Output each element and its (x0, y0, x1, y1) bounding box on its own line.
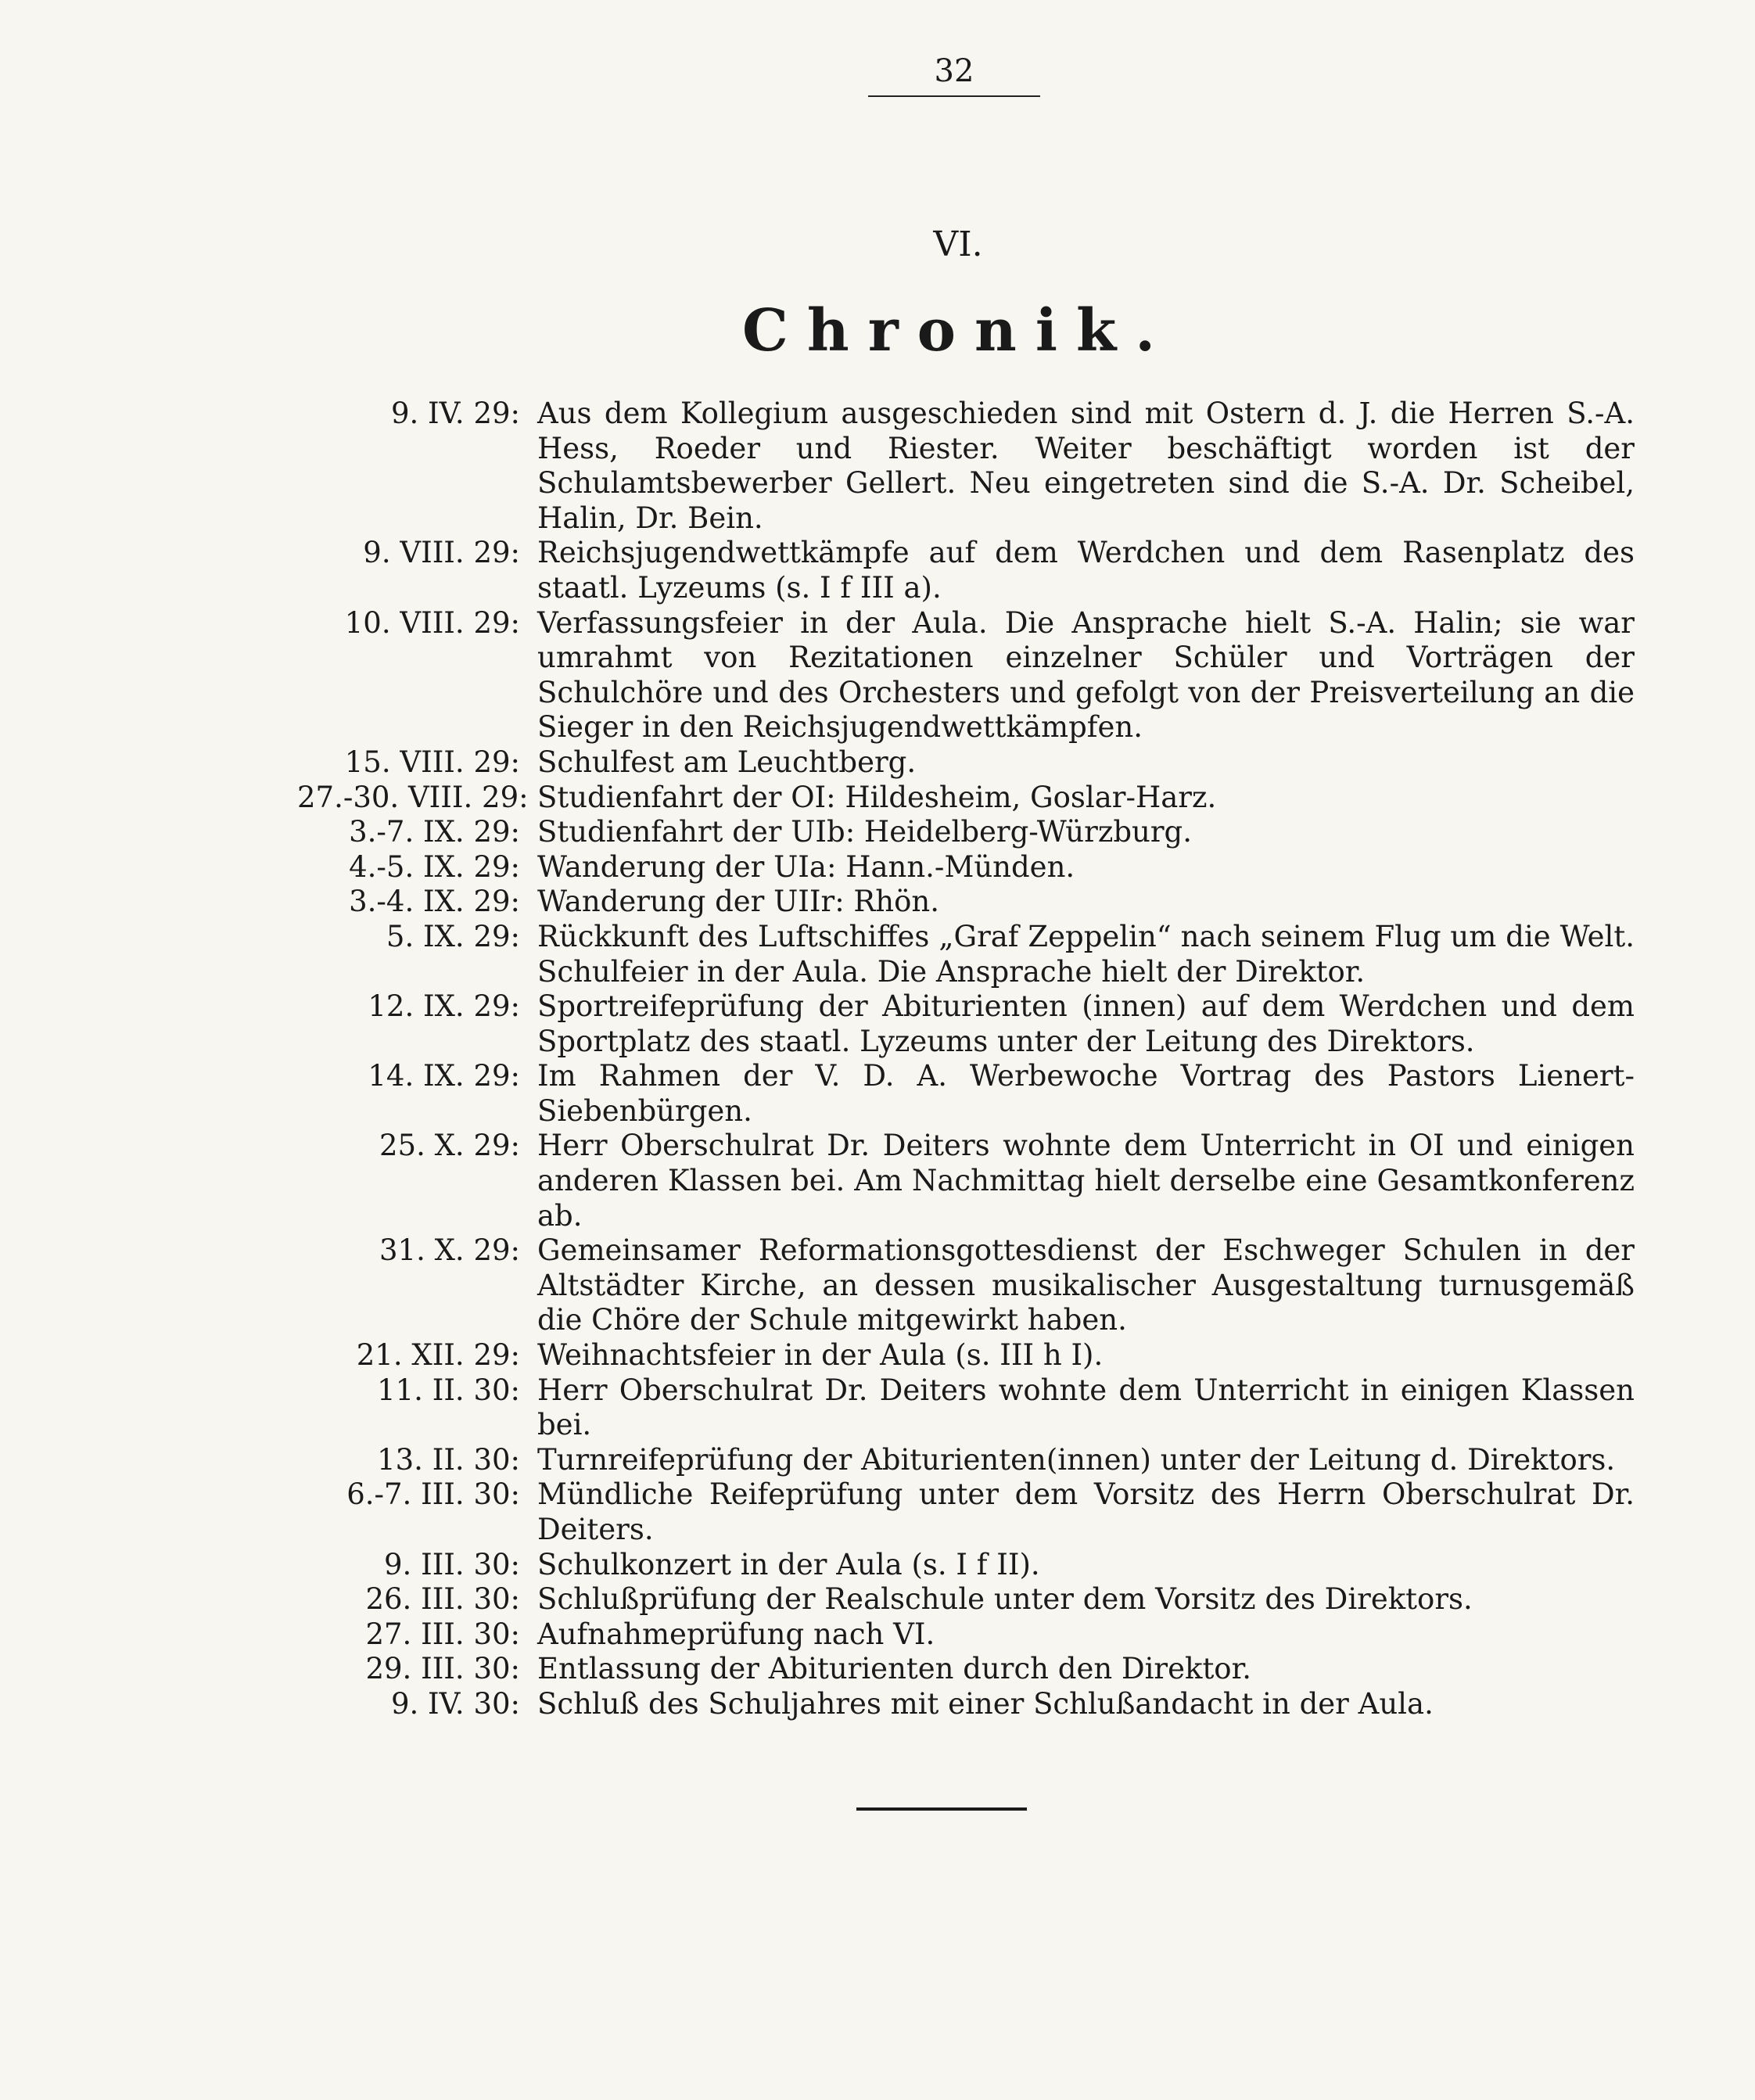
entry-text: Aufnahmeprüfung nach VI. (537, 1617, 935, 1651)
entry-text: Wanderung der UIIr: Rhön. (537, 885, 939, 919)
chronicle-entry (297, 815, 1635, 850)
entry-date: 9. IV. 29: (390, 397, 520, 430)
entry-date: 6.-7. III. 30: (346, 1477, 520, 1512)
entry-date: 3.-4. IX. 29: (349, 885, 520, 919)
chronicle-entry (297, 1373, 1635, 1443)
chronicle-entry (297, 1338, 1635, 1373)
chronicle-list (297, 397, 1635, 1722)
entry-date: 31. X. 29: (379, 1233, 520, 1268)
chronicle-entry (297, 1129, 1635, 1233)
entry-date: 13. II. 30: (377, 1442, 520, 1477)
chronicle-entry (297, 1687, 1635, 1722)
chronicle-entry (297, 850, 1635, 885)
entry-text: Im Rahmen der V. D. A. Werbewoche Vortrag des Pastors Lienert-Siebenbürgen. (537, 1059, 1635, 1128)
entry-text: Studienfahrt der OI: Hildesheim, Goslar-Harz. (537, 780, 1217, 814)
entry-date: 29. III. 30: (365, 1652, 520, 1686)
entry-text: Verfassungsfeier in der Aula. Die Ansprache hielt S.-A. Halin; sie war umrahmt von Rezitationen einzelner Schüler und Vorträgen der Schulchöre und des Orchesters und gefolgt von der Preisverteilung an die Sieger in den Reichsjugendwettkämpfen. (537, 605, 1635, 745)
entry-text: Studienfahrt der UIb: Heidelberg-Würzburg. (537, 815, 1192, 849)
entry-text: Schluß des Schuljahres mit einer Schlußandacht in der Aula. (537, 1686, 1434, 1721)
chronicle-entry (297, 1582, 1635, 1617)
entry-text: Schulkonzert in der Aula (s. I f II). (537, 1547, 1040, 1581)
entry-text: Turnreifeprüfung der Abiturienten(innen) unter der Leitung d. Direktors. (537, 1442, 1616, 1477)
chronicle-entry (297, 1059, 1635, 1129)
entry-date: 9. III. 30: (384, 1547, 520, 1581)
entry-text: Sportreifeprüfung der Abiturienten (innen) auf dem Werdchen und dem Sportplatz des staatl. Lyzeums unter der Leitung des Direktors. (537, 989, 1635, 1058)
entry-date: 10. VIII. 29: (344, 605, 520, 640)
entry-text: Gemeinsamer Reformationsgottesdienst der Eschweger Schulen in der Altstädter Kirche, an dessen musikalischer Ausgestaltung turnusgemäß die Chöre der Schule mitgewirkt haben. (537, 1233, 1635, 1337)
chronicle-entry (297, 606, 1635, 745)
entry-text: Reichsjugendwettkämpfe auf dem Werdchen und dem Rasenplatz des staatl. Lyzeums (s. I f III a). (537, 536, 1635, 605)
chronicle-entry (297, 1617, 1635, 1653)
entry-text: Weihnachtsfeier in der Aula (s. III h I). (537, 1338, 1104, 1373)
section-numeral: VI. (933, 224, 983, 264)
entry-date: 25. X. 29: (379, 1129, 520, 1163)
entry-text: Wanderung der UIa: Hann.-Münden. (537, 849, 1075, 884)
entry-date: 14. IX. 29: (368, 1059, 520, 1093)
chronicle-entry (297, 1443, 1635, 1478)
page-number-rule (868, 95, 1040, 97)
entry-date: 4.-5. IX. 29: (349, 849, 520, 884)
entry-text: Herr Oberschulrat Dr. Deiters wohnte dem Unterricht in OI und einigen anderen Klassen bei. Am Nachmittag hielt derselbe eine Gesamtkonferenz ab. (537, 1129, 1635, 1233)
entry-date: 15. VIII. 29: (344, 745, 520, 779)
chronicle-entry (297, 989, 1635, 1059)
end-rule (856, 1807, 1027, 1811)
entry-text: Mündliche Reifeprüfung unter dem Vorsitz des Herrn Oberschulrat Dr. Deiters. (537, 1477, 1635, 1546)
section-title: Chronik. (742, 297, 1174, 364)
entry-date: 9. IV. 30: (390, 1686, 520, 1721)
entry-text: Rückkunft des Luftschiffes „Graf Zeppelin“ nach seinem Flug um die Welt. Schulfeier in der Aula. Die Ansprache hielt der Direktor. (537, 919, 1635, 989)
entry-text: Aus dem Kollegium ausgeschieden sind mit Ostern d. J. die Herren S.-A. Hess, Roeder und Riester. Weiter beschäftigt worden ist der Schulamtsbewerber Gellert. Neu eingetreten sind die S.-A. Dr. Scheibel, Halin, Dr. Bein. (537, 397, 1635, 535)
entry-date: 27.-30. VIII. 29: (297, 780, 529, 814)
chronicle-entry (297, 397, 1635, 536)
entry-date: 12. IX. 29: (368, 989, 520, 1024)
entry-text: Schulfest am Leuchtberg. (537, 745, 917, 779)
chronicle-entry (297, 781, 1635, 816)
entry-date: 5. IX. 29: (386, 919, 520, 953)
chronicle-entry (297, 1477, 1635, 1547)
entry-date: 27. III. 30: (365, 1617, 520, 1651)
entry-date: 26. III. 30: (365, 1582, 520, 1617)
entry-date: 11. II. 30: (377, 1373, 520, 1407)
entry-date: 21. XII. 29: (356, 1338, 520, 1373)
entry-text: Herr Oberschulrat Dr. Deiters wohnte dem Unterricht in einigen Klassen bei. (537, 1373, 1635, 1442)
page-number: 32 (934, 53, 974, 89)
entry-text: Entlassung der Abiturienten durch den Direktor. (537, 1652, 1251, 1686)
entry-date: 3.-7. IX. 29: (349, 815, 520, 849)
entry-date: 9. VIII. 29: (363, 536, 520, 570)
entry-text: Schlußprüfung der Realschule unter dem Vorsitz des Direktors. (537, 1582, 1473, 1617)
chronicle-entry (297, 536, 1635, 605)
chronicle-entry (297, 1233, 1635, 1338)
chronicle-entry (297, 745, 1635, 781)
chronicle-entry (297, 920, 1635, 989)
chronicle-entry (297, 885, 1635, 920)
chronicle-entry (297, 1652, 1635, 1687)
chronicle-entry (297, 1548, 1635, 1583)
